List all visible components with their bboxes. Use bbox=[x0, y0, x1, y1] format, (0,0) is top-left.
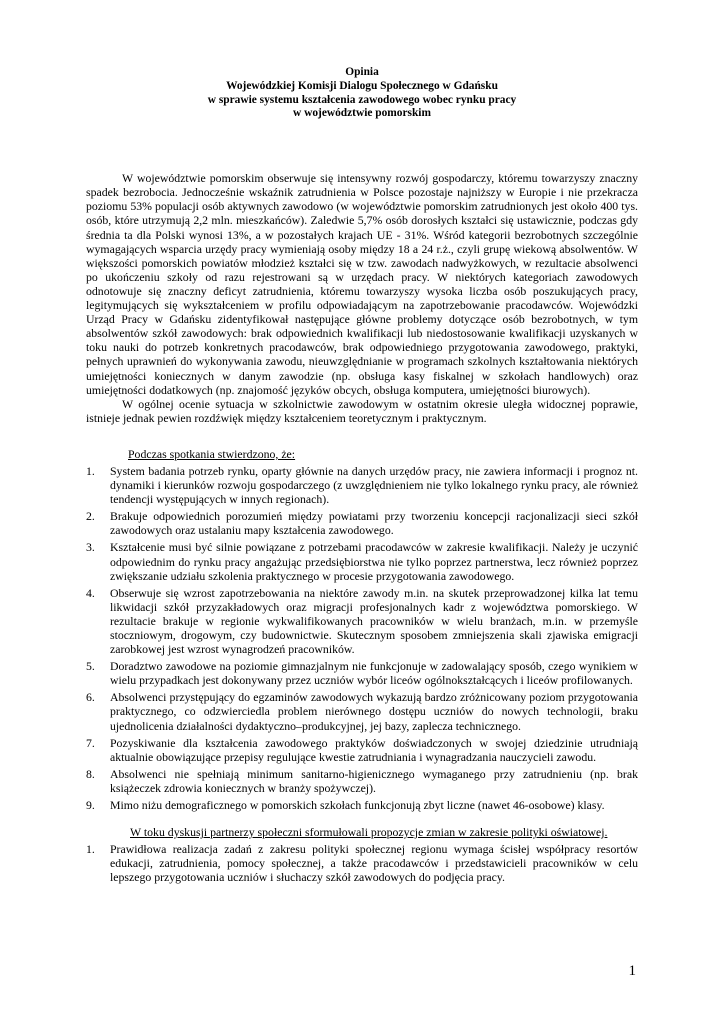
list-item bbox=[86, 736, 638, 764]
list-item bbox=[86, 842, 638, 884]
list-item bbox=[86, 540, 638, 582]
document-title bbox=[86, 66, 638, 121]
item-text: Mimo niżu demograficznego w pomorskich szkołach funkcjonują zbyt liczne (nawet 46-osobowe) klasy. bbox=[110, 798, 605, 813]
item-text: Prawidłowa realizacja zadań z zakresu polityki społecznej regionu wymaga ścisłej współpracy resortów edukacji, zatrudnienia, pomocy społecznej, a także pracodawców i przedstawicieli pracowników w celu lepszego przygotowania uczniów i słuchaczy szkół zawodowych do podjęcia pracy. bbox=[110, 842, 638, 885]
title-line: w sprawie systemu kształcenia zawodowego wobec rynku pracy bbox=[207, 93, 517, 106]
document-page bbox=[86, 66, 638, 888]
item-number: 9. bbox=[86, 798, 95, 813]
list-item bbox=[86, 767, 638, 795]
list-item bbox=[86, 659, 638, 687]
list-item bbox=[86, 798, 638, 812]
title-line: w województwie pomorskim bbox=[293, 107, 431, 120]
item-text: Obserwuje się wzrost zapotrzebowania na niektóre zawody m.in. na skutek przeprowadzonej kilka lat temu likwidacji szkół przyzakładowych oraz migracji profesjonalnych kadr z województwa pomorskiego. W rezultacie brakuje w regionie wykwalifikowanych pracowników w wielu branżach, m.in. w przemyśle stoczniowym, drogowym, czy budownictwie. Skutecznym sposobem zmniejszenia skali zjawiska emigracji zarobkowej jest wzrost wynagrodzeń pracowników. bbox=[110, 585, 638, 657]
item-number: 8. bbox=[86, 766, 95, 781]
item-number: 3. bbox=[86, 540, 95, 555]
list-item bbox=[86, 586, 638, 656]
intro-paragraph: W ogólnej ocenie sytuacja w szkolnictwie zawodowym w ostatnim okresie uległa widocznej poprawie, istnieje jednak pewien rozdźwięk między kształceniem teoretycznym i praktycznym. bbox=[86, 396, 638, 425]
item-number: 6. bbox=[86, 690, 95, 705]
intro-section bbox=[86, 171, 638, 425]
item-number: 2. bbox=[86, 509, 95, 524]
item-text: Absolwenci przystępujący do egzaminów zawodowych wykazują bardzo zróżnicowany poziom przygotowania praktycznego, co odzwierciedla problem nierównego dostępu uczniów do nowych technologii, braku ujednolicenia działalności dydaktyczno–produkcyjnej, jej bazy, zaplecza technicznego. bbox=[110, 690, 638, 733]
proposals-heading: W toku dyskusji partnerzy społeczni sformułowali propozycje zmian w zakresie polityki oświatowej. bbox=[130, 825, 608, 840]
item-text: Pozyskiwanie dla kształcenia zawodowego praktyków doświadczonych w swojej dziedzinie utrudniają aktualnie obowiązujące przepisy regulujące kwestie zatrudniania i wynagradzania nauczycieli zawodu. bbox=[110, 735, 638, 764]
item-text: Kształcenie musi być silnie powiązane z potrzebami pracodawców w zakresie kwalifikacji. Należy je uczynić odpowiednim do rynku pracy angażując przedsiębiorstwa nie tylko poprzez partnerstwa, lecz również poprzez zwiększanie udziału szkolenia praktycznego w procesie przygotowania zawodowego. bbox=[110, 540, 638, 583]
item-text: Absolwenci nie spełniają minimum sanitarno-higienicznego wymaganego przy zatrudnieniu (np. brak książeczek zdrowia koniecznych w branży spożywczej). bbox=[110, 766, 638, 795]
findings-heading: Podczas spotkania stwierdzono, że: bbox=[128, 446, 296, 461]
item-number: 4. bbox=[86, 585, 95, 600]
item-text: System badania potrzeb rynku, oparty głównie na danych urzędów pracy, nie zawiera informacji i prognoz nt. dynamiki i kierunków rozwoju gospodarczego (z uwzględnieniem nie tylko lokalnego rynku pracy, ale również tendencji występujących w innych regionach). bbox=[110, 463, 638, 507]
title-line: Wojewódzkiej Komisji Dialogu Społecznego w Gdańsku bbox=[226, 79, 498, 92]
list-item bbox=[86, 509, 638, 537]
title-line: Opinia bbox=[345, 66, 379, 78]
item-number: 1. bbox=[86, 842, 95, 857]
proposals-list bbox=[86, 842, 638, 884]
item-text: Brakuje odpowiednich porozumień między powiatami przy tworzeniu koncepcji racjonalizacji sieci szkół zawodowych oraz ustalaniu mapy kształcenia zawodowego. bbox=[110, 509, 638, 538]
findings-list bbox=[86, 464, 638, 812]
item-number: 5. bbox=[86, 659, 95, 674]
intro-paragraph: W województwie pomorskim obserwuje się intensywny rozwój gospodarczy, któremu towarzyszy znaczny spadek bezrobocia. Jednocześnie wskaźnik zatrudnienia w Polsce pozostaje najniższy w Europie i nie przekracza poziomu 53% populacji osób aktywnych zawodowo (w województwie pomorskim zatrudnionych jest około 400 tys. osób, które utrzymują 2,2 mln. mieszkańców). Zaledwie 5,7% osób dorosłych kształci się ustawicznie, podczas gdy średnia ta dla Polski wynosi 13%, a w pozostałych krajach UE - 31%. Wśród kategorii bezrobotnych szczególnie wymagających wsparcia urzędy pracy wymieniają osoby między 18 a 24 r.ż., czyli grupę wiekową absolwentów. W większości pomorskich powiatów młodzież kształci się w tzw. zawodach nadwyżkowych, w rezultacie absolwenci po ukończeniu szkoły od razu rejestrowani są w urzędach pracy. W niektórych kategoriach zawodowych odnotowuje się znaczny deficyt zatrudnienia, któremu towarzyszy wysoka liczba osób poszukujących pracy, legitymujących się wykształceniem w profilu odpowiadającym na zapotrzebowanie pracodawców. Wojewódzki Urząd Pracy w Gdańsku zidentyfikował następujące główne problemy dotyczące osób bezrobotnych, w tym absolwentów szkół zawodowych: brak odpowiednich kwalifikacji lub niedostosowanie kwalifikacji uzyskanych w toku nauki do potrzeb konkretnych pracodawców, brak odpowiedniego przygotowania zawodowego, praktyki, pełnych uprawnień do wykonywania zawodu, nieuwzględnianie w programach szkolnych kształtowania niektórych umiejętności koniecznych w danym zawodzie (np. obsługa kasy fiskalnej w szkołach handlowych) oraz umiejętności dodatkowych (np. znajomość języków obcych, obsługa komputera, umiejętności biurowych). bbox=[86, 171, 638, 397]
item-text: Doradztwo zawodowe na poziomie gimnazjalnym nie funkcjonuje w zadowalający sposób, czego wynikiem w wielu przypadkach jest dokonywany przez uczniów wybór liceów ogólnokształcących i liceów profilowanych. bbox=[110, 659, 638, 688]
item-number: 1. bbox=[86, 463, 95, 478]
list-item bbox=[86, 690, 638, 732]
page-number: 1 bbox=[628, 963, 636, 979]
item-number: 7. bbox=[86, 735, 95, 750]
list-item bbox=[86, 464, 638, 506]
